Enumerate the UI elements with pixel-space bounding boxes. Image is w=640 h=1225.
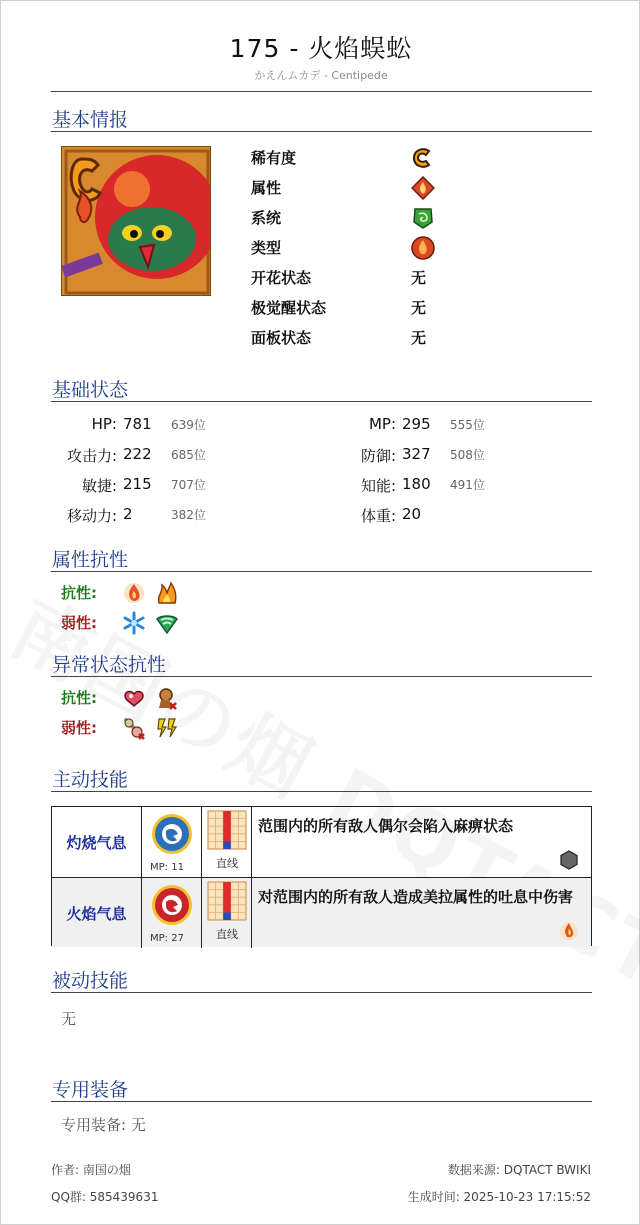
stat-agility [51,475,331,497]
stat-weight [346,505,592,527]
skill-mp-cost: MP: 27 [150,933,184,944]
stat-mp [346,415,592,437]
skill-name: 火焰气息 [52,878,142,948]
page-subtitle: かえんムカデ - Centipede [254,69,388,82]
skill-row[interactable] [52,877,591,947]
info-label: 类型 [251,239,282,257]
stat-rank: 685位 [171,448,206,462]
stat-rank: 639位 [171,418,206,432]
stat-label: 防御: [360,447,396,465]
section-divider [51,992,592,993]
weakness-label: 弱性: [61,614,97,632]
info-label: 极觉醒状态 [251,299,327,317]
section-divider [51,1101,592,1102]
info-label: 稀有度 [251,149,297,167]
section-divider [51,791,592,792]
section-divider [51,401,592,402]
skill-icon-cell [142,878,202,948]
resist-label: 抗性: [61,689,97,707]
skill-name: 灼烧气息 [52,807,142,877]
info-value: 无 [411,299,427,317]
skill-icon-cell [142,807,202,877]
stat-rank: 508位 [450,448,485,462]
stat-value: 327 [402,445,431,463]
skill-description: 对范围内的所有敌人造成美拉属性的吐息中伤害 [258,888,574,906]
section-basic-info: 基本情报 [52,109,129,131]
stat-rank: 491位 [450,478,485,492]
footer-qq-group: QQ群: 585439631 [51,1190,159,1204]
stat-label: 敏捷: [81,477,117,495]
footer-source: 数据来源: DQTACT BWIKI [447,1163,591,1177]
line-range-icon [202,807,252,853]
info-label: 面板状态 [251,329,312,347]
section-divider [51,571,592,572]
stat-label: 攻击力: [66,447,117,465]
skill-description: 范围内的所有敌人偶尔会陷入麻痹状态 [258,817,514,835]
stat-rank: 707位 [171,478,206,492]
weakness-label: 弱性: [61,719,97,737]
stat-attack [51,445,331,467]
section-active-skills: 主动技能 [52,769,129,791]
section-divider [51,131,592,132]
breath-skill-icon [142,878,202,934]
stat-rank: 382位 [171,508,206,522]
blind-icon [155,686,179,710]
skill-range-label: 直线 [216,928,238,941]
skills-table [51,806,592,946]
section-element-resist: 属性抗性 [52,549,129,571]
stat-label: 体重: [360,507,396,525]
line-range-icon [202,878,252,924]
fire-icon [122,581,146,605]
title-divider [51,91,592,92]
poison-icon [122,716,146,740]
skill-range-cell [202,878,252,948]
footer-author: 作者: 南国の烟 [51,1163,131,1177]
footer-generated-time: 生成时间: 2025-10-23 17:15:52 [407,1190,591,1204]
neutral-hex-icon [559,850,579,870]
equipment-value: 专用装备: 无 [61,1116,146,1134]
stat-value: 180 [402,475,431,493]
wind-icon [155,611,179,635]
fire-icon [559,921,579,941]
stat-label: HP: [91,415,117,433]
rarity-c-icon [411,146,435,174]
passive-value: 无 [61,1010,77,1028]
fire-type-icon [411,236,435,264]
info-label: 系统 [251,209,282,227]
stat-value: 295 [402,415,431,433]
stat-rank: 555位 [450,418,485,432]
skill-range-cell [202,807,252,877]
skill-range-label: 直线 [216,857,238,870]
section-passive-skills: 被动技能 [52,970,129,992]
section-status-resist: 异常状态抗性 [52,654,167,676]
paralysis-icon [155,716,179,740]
stat-intelligence [346,475,592,497]
ice-icon [122,611,146,635]
stat-value: 781 [123,415,152,433]
stat-label: 移动力: [66,507,117,525]
fire-element-icon [411,176,435,204]
stat-hp [51,415,331,437]
stat-value: 2 [123,505,133,523]
skill-mp-cost: MP: 11 [150,862,184,873]
monster-portrait [61,146,211,296]
charm-icon [122,686,146,710]
skill-row[interactable] [52,807,591,877]
page-title: 175 - 火焰蜈蚣 [229,34,413,63]
stat-label: MP: [368,415,396,433]
beast-family-icon [411,206,435,234]
section-equipment: 专用装备 [52,1079,129,1101]
stat-value: 222 [123,445,152,463]
stat-movement [51,505,331,527]
stat-value: 215 [123,475,152,493]
section-divider [51,676,592,677]
section-base-stats: 基础状态 [52,379,129,401]
stat-defense [346,445,592,467]
stat-label: 知能: [360,477,396,495]
breath-skill-icon [142,807,202,863]
resist-label: 抗性: [61,584,97,602]
info-value: 无 [411,269,427,287]
stat-value: 20 [402,505,422,523]
flame-burst-icon [155,581,179,605]
info-value: 无 [411,329,427,347]
info-label: 开花状态 [251,269,312,287]
info-label: 属性 [251,179,282,197]
